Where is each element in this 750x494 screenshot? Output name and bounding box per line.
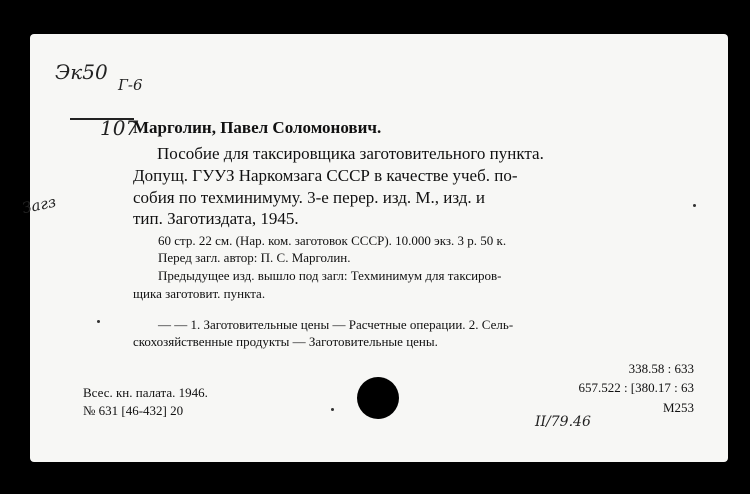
book-chamber-number: № 631 [46-432] 20 xyxy=(83,403,184,418)
notes-line: Перед загл. автор: П. С. Марголин. xyxy=(158,250,351,265)
shelfmark-superscript: Г-6 xyxy=(118,76,143,94)
notes-line: щика заготовит. пункта. xyxy=(133,286,266,301)
title-line: собия по техминимуму. 3-е перер. изд. М., изд. и xyxy=(133,188,486,207)
punch-hole xyxy=(357,377,399,419)
shelfmark-prefix: Эк50 xyxy=(55,60,108,84)
title-line: тип. Заготиздата, 1945. xyxy=(133,209,299,228)
subject-line: — — 1. Заготовительные цены — Расчетные операции. 2. Сель- xyxy=(158,317,514,332)
speck xyxy=(331,408,334,411)
speck xyxy=(97,320,100,323)
handwritten-date: II/79.46 xyxy=(535,414,591,430)
handwritten-side-note: Загз xyxy=(20,192,58,218)
book-chamber-line: Всес. кн. палата. 1946. xyxy=(83,385,208,400)
title-line: Допущ. ГУУЗ Наркомзага СССР в качестве учеб. по- xyxy=(133,166,518,185)
subject-line: скохозяйственные продукты — Заготовительные цены. xyxy=(133,334,438,349)
speck xyxy=(693,204,696,207)
classification-line: 657.522 : [380.17 : 63 xyxy=(578,380,694,395)
author-mark: М253 xyxy=(662,400,694,415)
author-heading: Марголин, Павел Соломонович. xyxy=(133,118,382,137)
classification-line: 338.58 : 633 xyxy=(628,361,694,376)
notes-line: Предыдущее изд. вышло под загл: Техминимум для таксиров- xyxy=(158,268,502,283)
shelfmark-number: 107 xyxy=(100,116,139,140)
title-line: Пособие для таксировщика заготовительного пункта. xyxy=(157,144,544,163)
notes-line: 60 стр. 22 см. (Нар. ком. заготовок СССР). 10.000 экз. 3 р. 50 к. xyxy=(158,233,507,248)
